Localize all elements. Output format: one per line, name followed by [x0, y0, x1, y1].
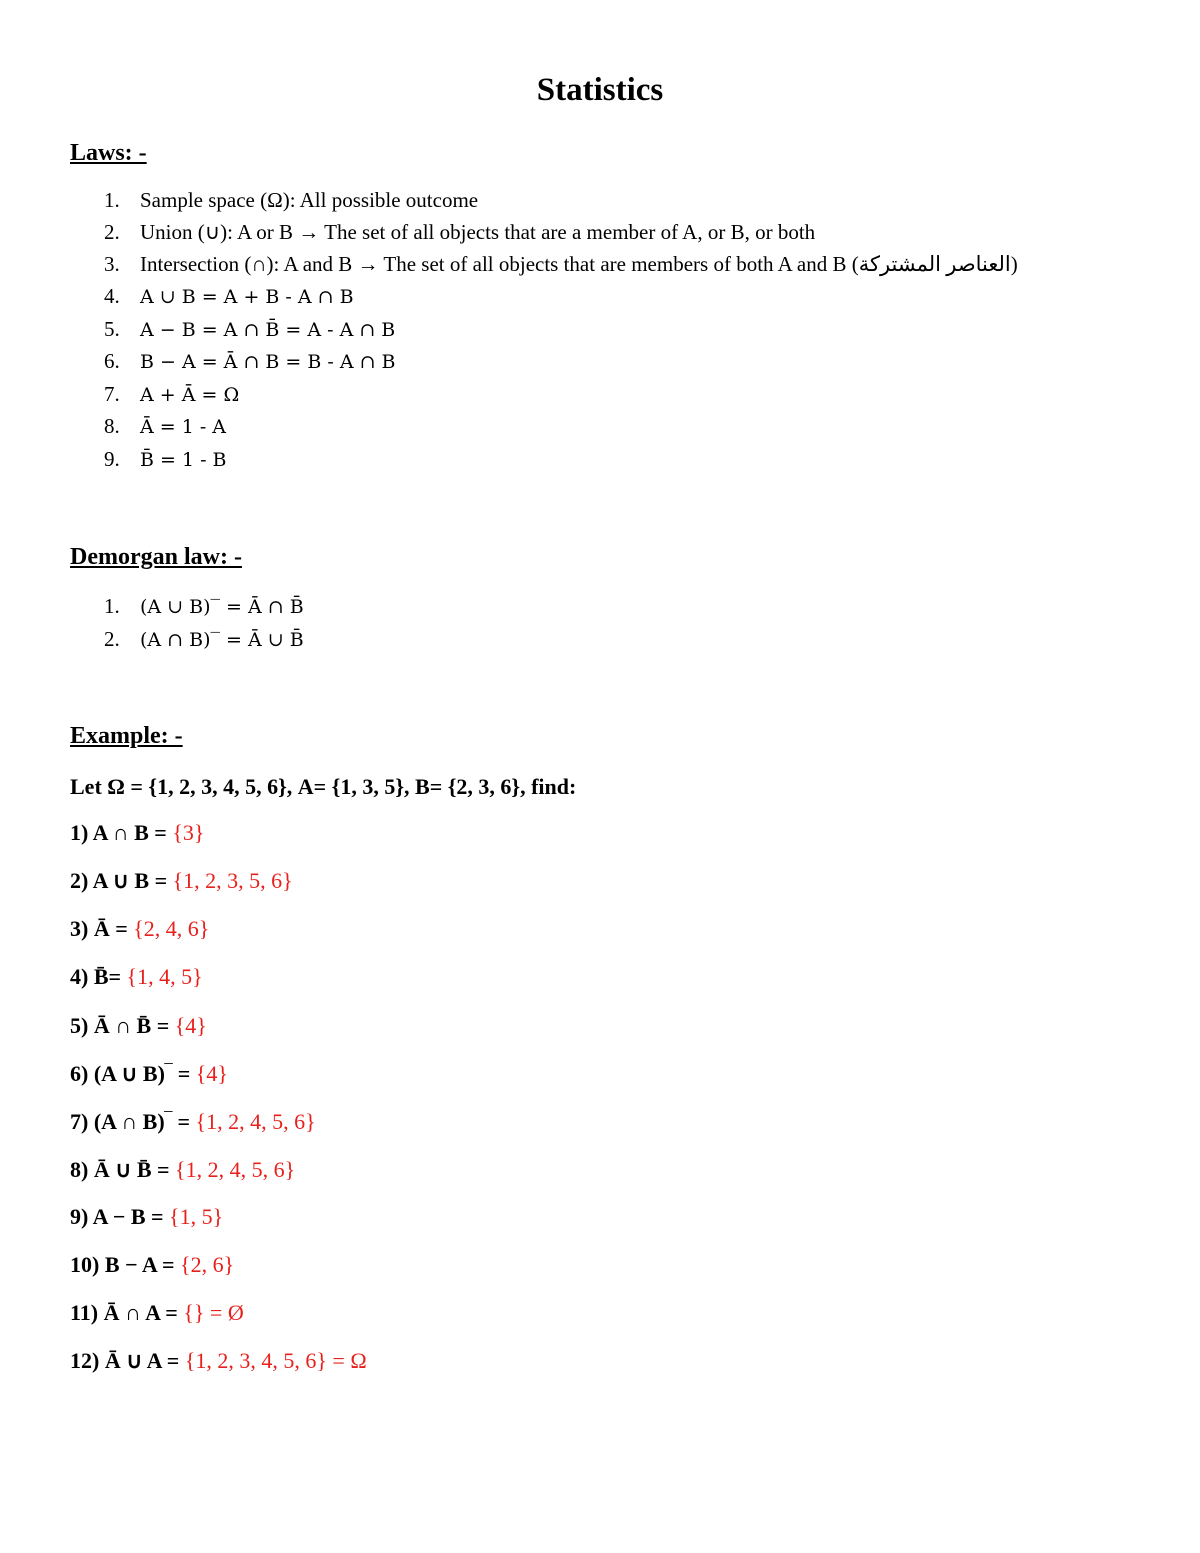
laws-heading: Laws: - — [70, 140, 147, 166]
demorgan-heading: Demorgan law: - — [70, 544, 242, 570]
law-item: 5. A − B = A ∩ B̄ = A - A ∩ B — [104, 317, 396, 341]
example-item: 2) A ∪ B = {1, 2, 3, 5, 6} — [70, 868, 293, 893]
law-item: 8. Ā = 1 - A — [104, 414, 227, 438]
example-item: 9) A − B = {1, 5} — [70, 1204, 224, 1229]
law-item: 6. B − A = Ā ∩ B = B - A ∩ B — [104, 349, 396, 373]
law-item: 2. Union (∪): A or B → The set of all objects that are a member of A, or B, or both — [104, 220, 816, 244]
example-item: 8) Ā ∪ B̄ = {1, 2, 4, 5, 6} — [70, 1157, 296, 1182]
law-item: 1. Sample space (Ω): All possible outcome — [104, 188, 479, 212]
example-item: 1) A ∩ B = {3} — [70, 820, 205, 845]
example-item: 10) B − A = {2, 6} — [70, 1252, 235, 1277]
demorgan-item: 1. (A ∪ B)‾ = Ā ∩ B̄ — [104, 594, 304, 618]
demorgan-item: 2. (A ∩ B)‾ = Ā ∪ B̄ — [104, 627, 304, 651]
example-item: 7) (A ∩ B)‾ = {1, 2, 4, 5, 6} — [70, 1109, 316, 1134]
example-item: 5) Ā ∩ B̄ = {4} — [70, 1013, 207, 1038]
example-intro: Let Ω = {1, 2, 3, 4, 5, 6}, A= {1, 3, 5}, B= {2, 3, 6}, find: — [70, 774, 577, 799]
example-item: 6) (A ∪ B)‾ = {4} — [70, 1061, 228, 1086]
example-item: 4) B̄= {1, 4, 5} — [70, 964, 203, 989]
law-item: 7. A + Ā = Ω — [104, 382, 240, 406]
law-item: 9. B̄ = 1 - B — [104, 447, 227, 471]
example-heading: Example: - — [70, 723, 183, 749]
law-item: 4. A ∪ B = A + B - A ∩ B — [104, 284, 354, 308]
example-item: 3) Ā = {2, 4, 6} — [70, 916, 210, 941]
example-item: 12) Ā ∪ A = {1, 2, 3, 4, 5, 6} = Ω — [70, 1348, 367, 1373]
page-title: Statistics — [536, 72, 664, 108]
arabic-note: العناصر المشتركة — [858, 252, 1011, 276]
example-item: 11) Ā ∩ A = {} = Ø — [70, 1300, 244, 1325]
law-item: 3. Intersection (∩): A and B → The set of all objects that are members of both A and B (العناصر المشتركة) — [104, 252, 1018, 276]
